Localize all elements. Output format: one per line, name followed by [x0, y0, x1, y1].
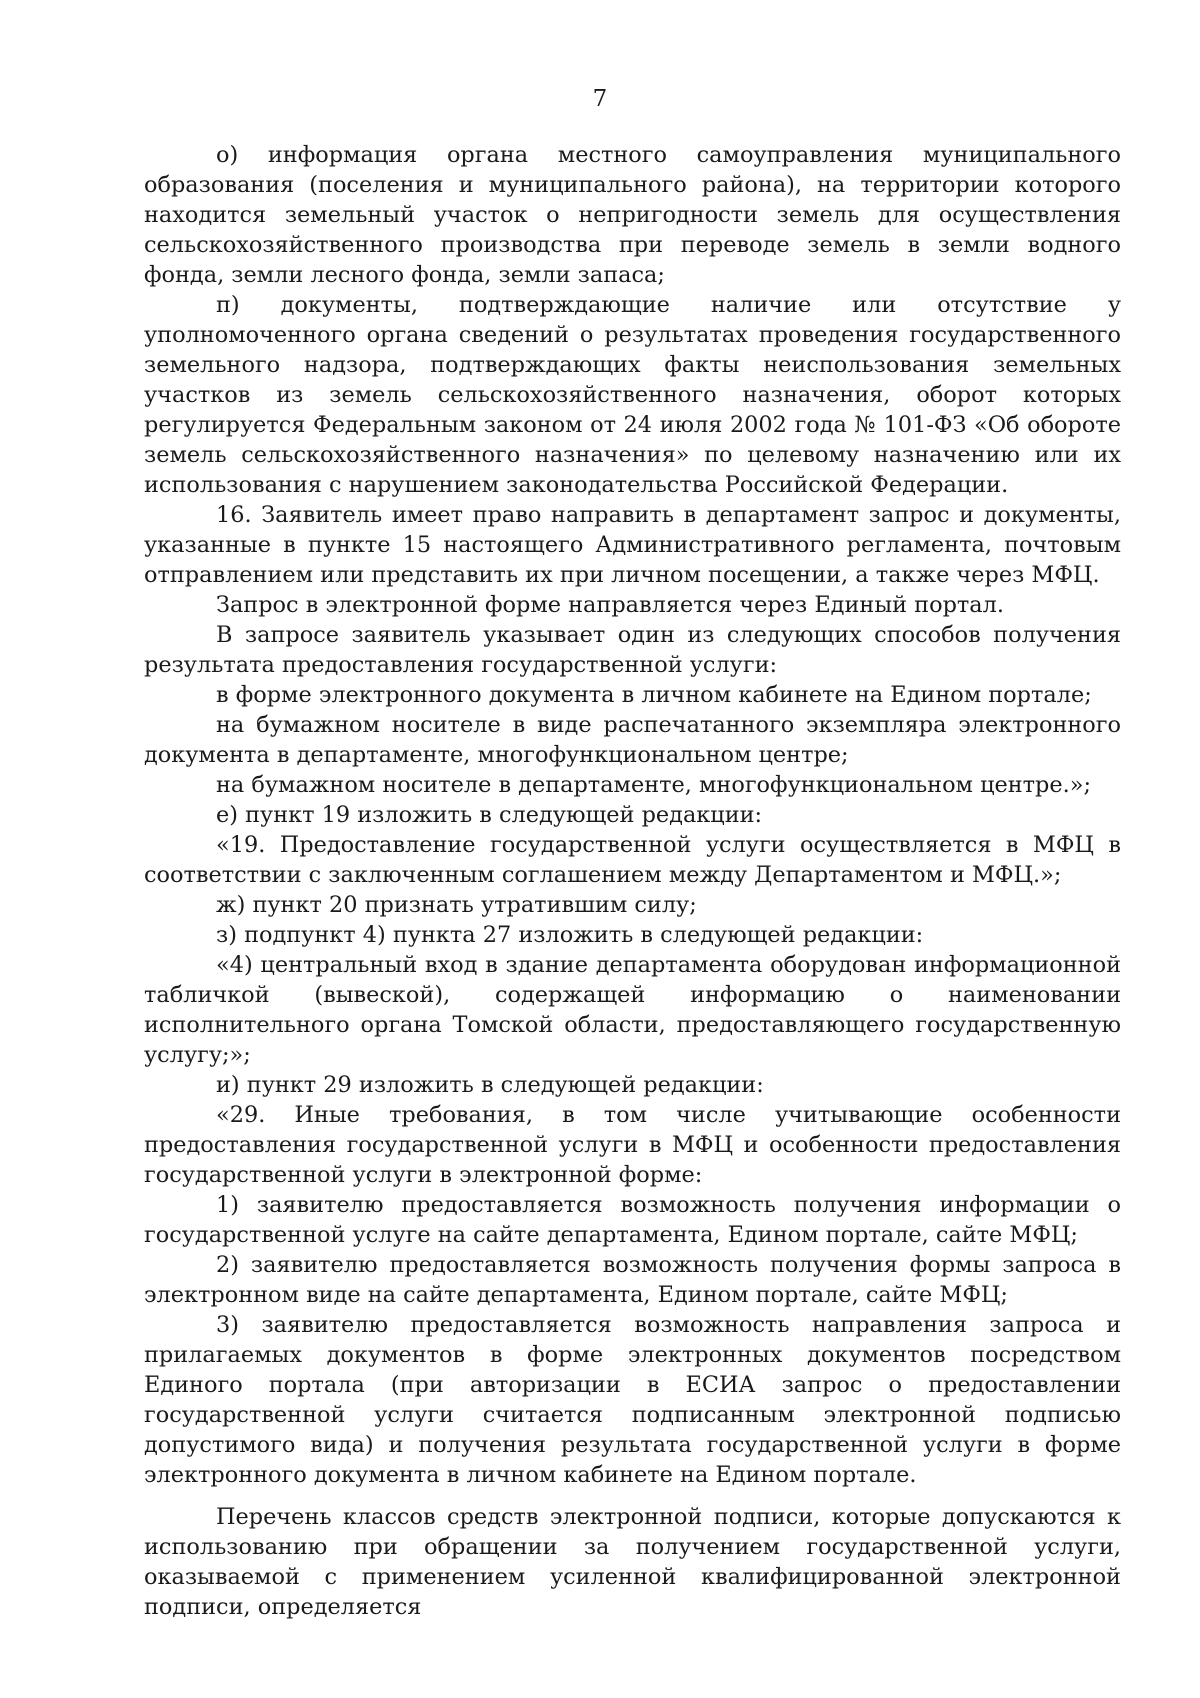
paragraph-method-printed: на бумажном носителе в виде распечатанного экземпляра электронного документа в департаменте, многофункциональном центре;: [144, 712, 1121, 768]
paragraph-subitem-1: 1) заявителю предоставляется возможность получения информации о государственной услуге на сайте департамента, Едином портале, сайте МФЦ;: [144, 1192, 1121, 1248]
paragraph-point-16: 16. Заявитель имеет право направить в департамент запрос и документы, указанные в пункте 15 настоящего Административного регламента, почтовым отправлением или представить их при личном посещении, а также через МФЦ.: [144, 502, 1121, 588]
paragraph-point-29: «29. Иные требования, в том числе учитывающие особенности предоставления государственной услуги в МФЦ и особенности предоставления государственной услуги в электронной форме:: [144, 1102, 1121, 1188]
paragraph-subitem-2: 2) заявителю предоставляется возможность получения формы запроса в электронном виде на сайте департамента, Едином портале, сайте МФЦ;: [144, 1252, 1121, 1308]
page-number: 7: [592, 86, 608, 112]
paragraph-method-electronic: в форме электронного документа в личном кабинете на Едином портале;: [216, 682, 1092, 708]
paragraph-result-methods: В запросе заявитель указывает один из следующих способов получения результата предоставления государственной услуги:: [144, 622, 1121, 678]
paragraph-method-paper: на бумажном носителе в департаменте, многофункциональном центре.»;: [216, 772, 1091, 798]
paragraph-point-19: «19. Предоставление государственной услуги осуществляется в МФЦ в соответствии с заключенным соглашением между Департаментом и МФЦ.»;: [144, 832, 1121, 888]
document-body: [144, 140, 1121, 1622]
paragraph-subpoint-4: «4) центральный вход в здание департамента оборудован информационной табличкой (вывеской), содержащей информацию о наименовании исполнительного органа Томской области, предоставляющего государственную услугу;»;: [144, 952, 1121, 1068]
paragraph-item-o: о) информация органа местного самоуправления муниципального образования (поселения и муниципального района), на территории которого находится земельный участок о непригодности земель для осуществления сельскохозяйственного производства при переводе земель в земли водного фонда, земли лесного фонда, земли запаса;: [144, 142, 1121, 288]
paragraph-item-p: п) документы, подтверждающие наличие или отсутствие у уполномоченного органа сведений о результатах проведения государственного земельного надзора, подтверждающих факты неиспользования земельных участков из земель сельскохозяйственного назначения, оборот которых регулируется Федеральным законом от 24 июля 2002 года № 101-ФЗ «Об обороте земель сельскохозяйственного назначения» по целевому назначению или их использования с нарушением законодательства Российской Федерации.: [144, 292, 1121, 498]
paragraph-subitem-3: 3) заявителю предоставляется возможность направления запроса и прилагаемых документов в форме электронных документов посредством Единого портала (при авторизации в ЕСИА запрос о предоставлении государственной услуги считается подписанным электронной подписью допустимого вида) и получения результата государственной услуги в форме электронного документа в личном кабинете на Едином портале.: [144, 1312, 1121, 1488]
paragraph-item-z: з) подпункт 4) пункта 27 изложить в следующей редакции:: [216, 922, 924, 948]
paragraph-item-i: и) пункт 29 изложить в следующей редакции:: [216, 1072, 764, 1098]
paragraph-item-e: е) пункт 19 изложить в следующей редакции:: [216, 802, 763, 828]
paragraph-electronic-request: Запрос в электронной форме направляется через Единый портал.: [216, 592, 1004, 618]
paragraph-signature-classes: Перечень классов средств электронной подписи, которые допускаются к использованию при обращении за получением государственной услуги, оказываемой с применением усиленной квалифицированной электронной подписи, определяется: [144, 1504, 1121, 1620]
paragraph-item-zh: ж) пункт 20 признать утратившим силу;: [216, 892, 697, 918]
